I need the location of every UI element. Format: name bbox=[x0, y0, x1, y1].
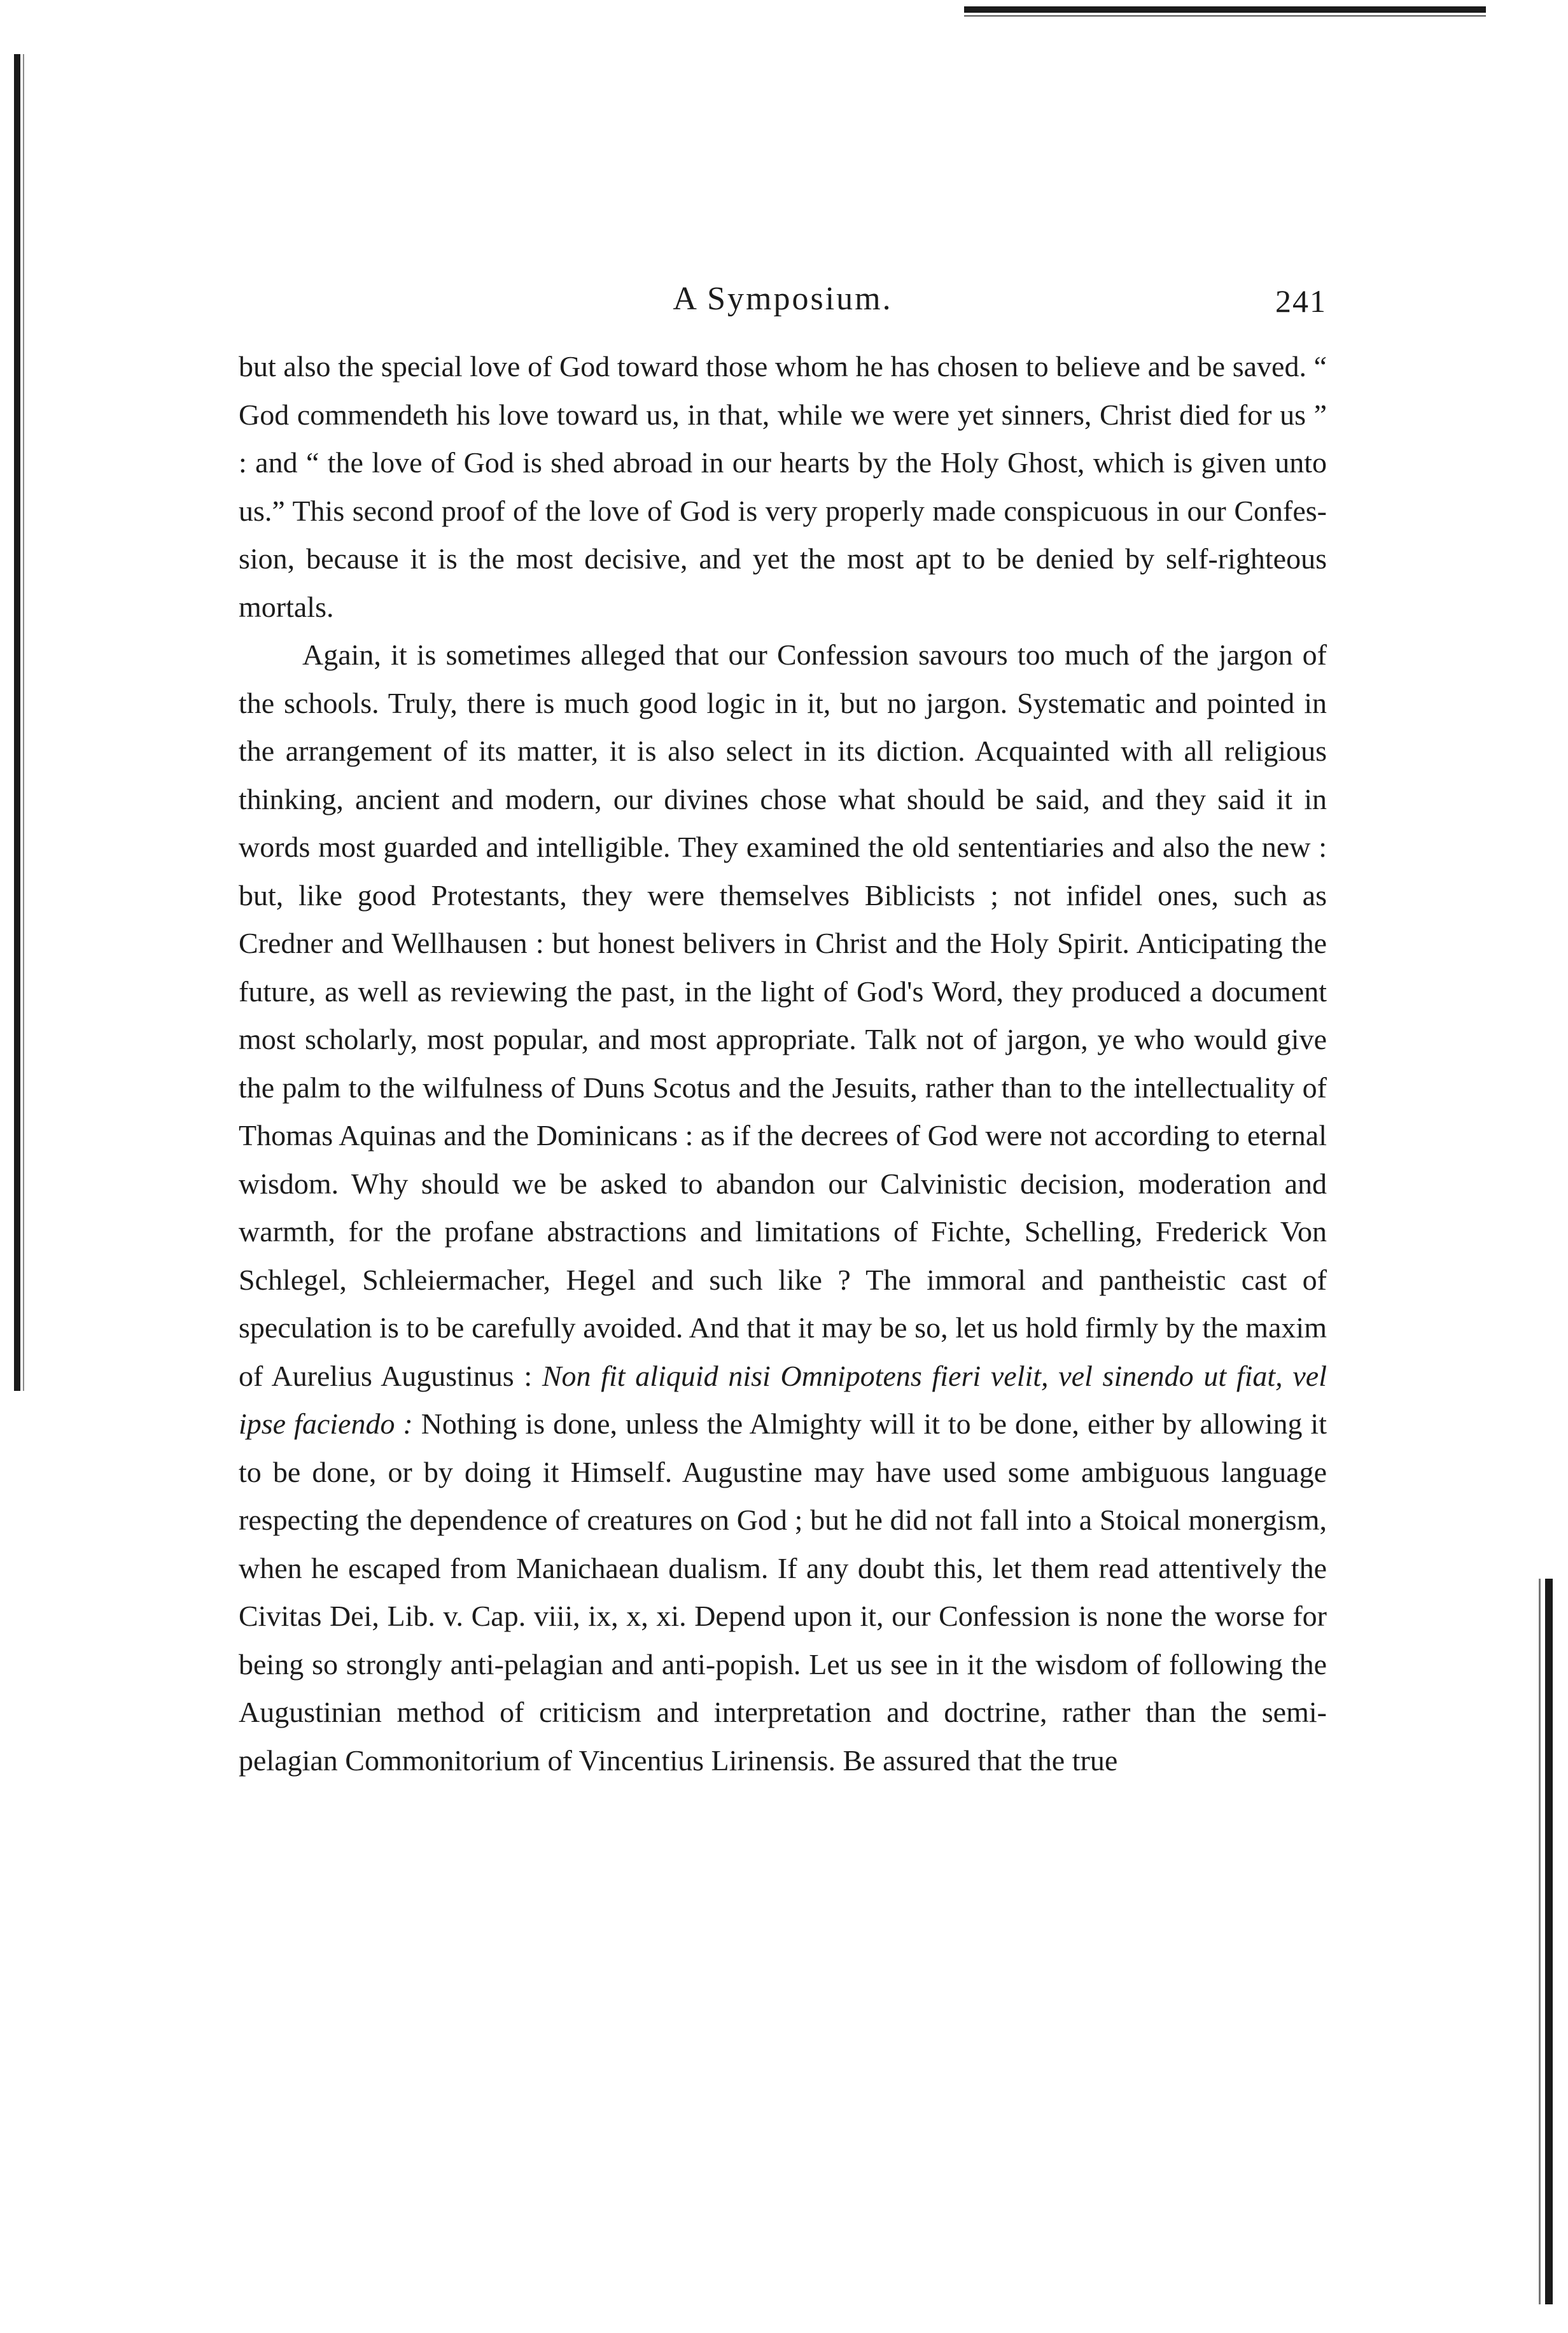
running-head-title: A Symposium. bbox=[673, 281, 893, 317]
book-page bbox=[239, 280, 1327, 1784]
scan-left-edge bbox=[14, 54, 20, 1391]
paragraph-confession-jargon bbox=[239, 631, 1327, 1784]
page-number: 241 bbox=[1275, 283, 1327, 319]
scan-left-edge-thin bbox=[23, 54, 24, 1391]
paragraph-continuation: but also the special love of God toward those whom he has chosen to believe and be saved. “ God commendeth his love toward us, in that, while we were yet sinners, Christ died for us ” : and “ the love of God is shed abroad in our hearts by the Holy Ghost, which is given unto us.” This second proof of the love of God is very properly made conspicuous in our Confession, because it is the most decisive, and yet the most apt to be denied by self-righteous mortals. bbox=[239, 350, 1327, 623]
scan-right-edge bbox=[1545, 1579, 1553, 2304]
scan-edge-rule bbox=[964, 6, 1486, 13]
scan-edge-rule-thin bbox=[964, 15, 1486, 17]
paragraph-text-part: Again, it is sometimes alleged that our Confession savours too much of the jargon of the schools. Truly, there is much good logic in it, but no jargon. Systematic and pointed in the arrangement of its matter, it is also select in its diction. Acquainted with all religious thinking, ancient and modern, our divines chose what should be said, and they said it in words most guarded and intelligible. They examined the old sententiaries and also the new : but, like good Protestants, they were themselves Biblicists ; not infidel ones, such as Credner and Wellhausen : but honest belivers in Christ and the Holy Spirit. Anticipating the future, as well as reviewing the past, in the light of God's Word, they produced a document most scholarly, most popular, and most appropriate. Talk not of jargon, ye who would give the palm to the wilfulness of Duns Scotus and the Jesuits, rather than to the intellectuality of Thomas Aquinas and the Dominicans : as if the decrees of God were not according to eternal wisdom. Why should we be asked to abandon our Calvinistic decision, moderation and warmth, for the profane abstractions and limitations of Fichte, Schelling, Frederick Von Schlegel, Schleiermacher, Hegel and such like ? The immoral and pantheistic cast of speculation is to be carefully avoided. And that it may be so, let us hold firmly by the maxim of Aurelius Augustinus : bbox=[239, 638, 1327, 1392]
running-head bbox=[239, 280, 1327, 331]
latin-quotation: Non fit aliquid nisi Omnipotens fieri velit, vel sinendo ut fiat, vel ipse faciendo : bbox=[239, 1359, 1327, 1440]
paragraph-text-part: Nothing is done, unless the Almighty will it to be done, either by allowing it to be done, or by doing it Himself. Augustine may have used some ambiguous language respecting the dependence of creatures on God ; but he did not fall into a Stoical monergism, when he escaped from Manichaean dualism. If any doubt this, let them read attentively the Civitas Dei, Lib. v. Cap. viii, ix, x, xi. Depend upon it, our Confession is none the worse for being so strongly anti-pelagian and anti-popish. Let us see in it the wisdom of following the Augustinian method of criticism and interpretation and doctrine, rather than the semipelagian Commonitorium of Vincentius Lirinensis. Be assured that the true bbox=[239, 1407, 1327, 1777]
body-text bbox=[239, 342, 1327, 1784]
scan-right-edge-thin bbox=[1539, 1579, 1541, 2304]
